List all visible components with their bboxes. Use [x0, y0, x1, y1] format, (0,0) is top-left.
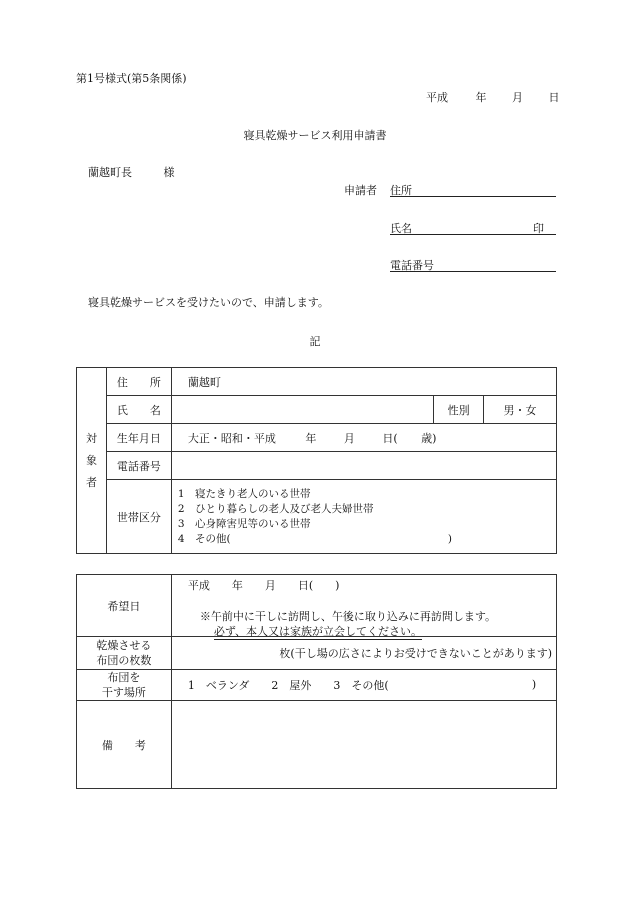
applicant-address-field[interactable] [390, 182, 556, 197]
statement: 寝具乾燥サービスを受けたいので、申請します。 [88, 296, 329, 309]
drying-place-options: 1 ベランダ 2 屋外 3 その他( [187, 679, 389, 692]
birth-day: 日( [382, 431, 398, 445]
remarks-label: 備 考 [77, 701, 172, 789]
desired-date-note-2: 必ず、本人又は家族が立会してください。 [213, 625, 422, 638]
name-label: 氏 名 [106, 396, 171, 424]
birth-month: 月 [343, 431, 355, 445]
date-month: 月 [512, 91, 523, 104]
name-value[interactable] [171, 396, 433, 424]
household-option-4 [178, 532, 556, 547]
applicant-name-field[interactable] [390, 220, 556, 235]
applicant-phone-field[interactable] [390, 257, 556, 272]
household-option-1: 1 寝たきり老人のいる世帯 [177, 487, 311, 500]
household-option-4-text: 4 その他( [177, 532, 231, 545]
addressee [88, 164, 175, 180]
birth-age: 歳) [421, 431, 437, 445]
household-option-3: 3 心身障害児等のいる世帯 [177, 517, 311, 530]
sex-value[interactable]: 男・女 [484, 396, 557, 424]
date-era: 平成 [426, 91, 448, 104]
futon-count-value[interactable]: 枚(干し場の広さによりお受けできないことがあります) [171, 637, 556, 670]
form-id: 第1号様式(第5条関係) [76, 72, 187, 85]
date-line [426, 89, 560, 105]
desired-date-value[interactable] [171, 575, 556, 637]
desired-date-label: 希望日 [77, 575, 172, 637]
household-label: 世帯区分 [106, 480, 171, 554]
subject-table [76, 367, 557, 554]
address-value[interactable]: 蘭越町 [171, 368, 556, 396]
addressee-name: 蘭越町長 [88, 166, 132, 179]
phone-value[interactable] [171, 452, 556, 480]
page-title: 寝具乾燥サービス利用申請書 [243, 129, 387, 142]
applicant-address-label: 住所 [390, 184, 412, 197]
address-label: 住 所 [106, 368, 171, 396]
desired-date-line: 平成 年 月 日( ) [187, 579, 340, 592]
birth-value[interactable] [171, 424, 556, 452]
addressee-honorific: 様 [163, 166, 175, 179]
date-year: 年 [475, 91, 487, 104]
birth-year: 年 [305, 431, 317, 445]
drying-place-value[interactable] [171, 670, 556, 701]
desired-date-note-1: ※午前中に干しに訪問し、午後に取り込みに再訪問します。 [199, 610, 496, 623]
remarks-value[interactable] [171, 701, 556, 789]
birth-label: 生年月日 [106, 424, 171, 452]
subject-side-label [77, 368, 107, 554]
drying-place-label [77, 670, 172, 701]
applicant-label: 申請者 [344, 184, 377, 197]
date-day: 日 [548, 91, 560, 104]
household-option-2: 2 ひとり暮らしの老人及び老人夫婦世帯 [177, 502, 374, 515]
side-char-2: 象 [85, 453, 97, 467]
drying-place-label-1: 布団を [107, 671, 141, 684]
birth-era-options: 大正・昭和・平成 [187, 431, 276, 445]
futon-count-label [77, 637, 172, 670]
household-options[interactable] [171, 480, 556, 554]
futon-count-label-1: 乾燥させる [96, 639, 152, 652]
side-char-3: 者 [85, 475, 97, 489]
applicant-phone-label: 電話番号 [390, 259, 434, 272]
service-table [76, 574, 557, 789]
household-other-close: ) [447, 532, 452, 545]
applicant-name-label: 氏名 [390, 222, 412, 235]
drying-place-label-2: 干す場所 [101, 686, 146, 699]
drying-place-close: ) [531, 678, 537, 691]
futon-count-label-2: 布団の枚数 [96, 654, 152, 667]
applicant-seal: 印 [533, 222, 544, 235]
sex-label: 性別 [434, 396, 484, 424]
side-char-1: 対 [85, 431, 97, 445]
phone-label: 電話番号 [106, 452, 171, 480]
ki-mark: 記 [309, 335, 321, 348]
